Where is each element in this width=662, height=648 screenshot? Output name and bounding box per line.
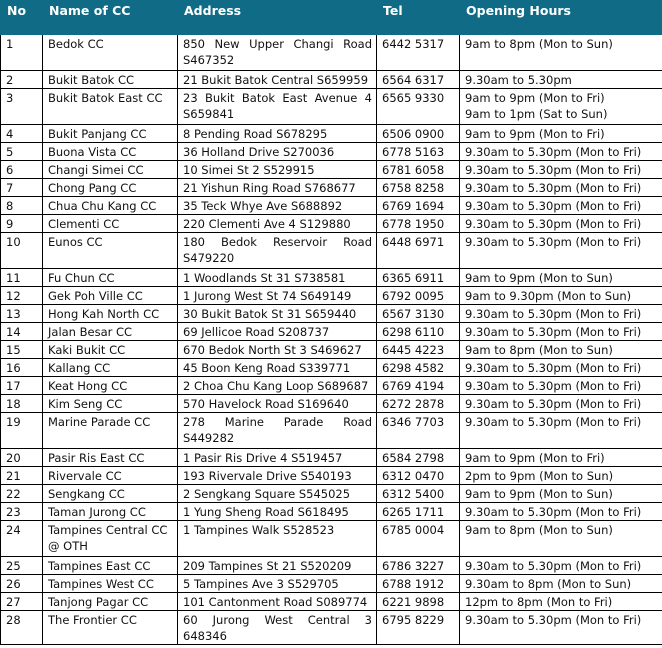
cell-tel: 6778 1950 [377,215,460,233]
cell-name: Buona Vista CC [43,143,178,161]
cell-hours: 9.30am to 5.30pm (Mon to Fri) [460,359,662,377]
table-row [1,233,662,269]
cell-tel: 6298 6110 [377,323,460,341]
cell-address: 21 Bukit Batok Central S659959 [178,71,377,89]
header-name: Name of CC [43,0,178,35]
cell-tel: 6298 4582 [377,359,460,377]
cell-hours: 9.30am to 5.30pm (Mon to Fri) [460,215,662,233]
table-row [1,161,662,179]
cell-name: Clementi CC [43,215,178,233]
table-row [1,503,662,521]
cell-no: 24 [1,521,43,557]
cell-name: Tampines Central CC @ OTH [43,521,178,557]
cell-name: Marine Parade CC [43,413,178,449]
cell-hours: 9.30am to 5.30pm (Mon to Fri) [460,413,662,449]
cell-hours: 9.30am to 8pm (Mon to Sun) [460,575,662,593]
cell-hours: 9.30am to 5.30pm (Mon to Fri) [460,557,662,575]
cell-address: 1 Jurong West St 74 S649149 [178,287,377,305]
cell-no: 5 [1,143,43,161]
cell-name: Eunos CC [43,233,178,269]
cell-no: 18 [1,395,43,413]
cell-tel: 6221 9898 [377,593,460,611]
cell-name: Kallang CC [43,359,178,377]
cell-name: Rivervale CC [43,467,178,485]
cell-hours: 9.30am to 5.30pm (Mon to Fri) [460,179,662,197]
cell-name: Changi Simei CC [43,161,178,179]
cell-address: 209 Tampines St 21 S520209 [178,557,377,575]
cell-address: 69 Jellicoe Road S208737 [178,323,377,341]
cell-name: Hong Kah North CC [43,305,178,323]
table-row [1,215,662,233]
cell-tel: 6365 6911 [377,269,460,287]
cell-tel: 6272 2878 [377,395,460,413]
cell-address: 193 Rivervale Drive S540193 [178,467,377,485]
cell-no: 9 [1,215,43,233]
cell-hours: 9.30am to 5.30pm (Mon to Fri) [460,197,662,215]
table-row [1,143,662,161]
cell-name: Kaki Bukit CC [43,341,178,359]
table-row [1,125,662,143]
cell-no: 3 [1,89,43,125]
cell-address: 21 Yishun Ring Road S768677 [178,179,377,197]
cell-hours: 9.30am to 5.30pm (Mon to Fri) [460,143,662,161]
table-row [1,179,662,197]
cell-hours: 9am to 9pm (Mon to Sun) [460,269,662,287]
table-row [1,287,662,305]
cell-name: Bukit Panjang CC [43,125,178,143]
cell-no: 10 [1,233,43,269]
cell-hours: 9am to 9.30pm (Mon to Sun) [460,287,662,305]
table-row [1,395,662,413]
cell-name: Jalan Besar CC [43,323,178,341]
cell-no: 1 [1,35,43,71]
cell-tel: 6346 7703 [377,413,460,449]
cell-no: 16 [1,359,43,377]
cell-address: 670 Bedok North St 3 S469627 [178,341,377,359]
cell-name: Chua Chu Kang CC [43,197,178,215]
cell-no: 26 [1,575,43,593]
cell-hours: 9am to 8pm (Mon to Sun) [460,521,662,557]
table-row [1,467,662,485]
cell-no: 23 [1,503,43,521]
cell-no: 21 [1,467,43,485]
header-row [1,0,662,35]
table-row [1,359,662,377]
cell-name: Keat Hong CC [43,377,178,395]
cell-no: 2 [1,71,43,89]
cell-address: 8 Pending Road S678295 [178,125,377,143]
table-row [1,269,662,287]
cell-hours: 9.30am to 5.30pm (Mon to Fri) [460,503,662,521]
cell-no: 22 [1,485,43,503]
cell-name: Fu Chun CC [43,269,178,287]
cell-name: Bukit Batok CC [43,71,178,89]
cell-address: 23 Bukit Batok East Avenue 4 S659841 [178,89,377,125]
cell-no: 19 [1,413,43,449]
cell-tel: 6564 6317 [377,71,460,89]
cell-tel: 6445 4223 [377,341,460,359]
cell-hours: 9.30am to 5.30pm (Mon to Fri) [460,611,662,645]
cell-address: 1 Pasir Ris Drive 4 S519457 [178,449,377,467]
cell-address: 5 Tampines Ave 3 S529705 [178,575,377,593]
cell-no: 11 [1,269,43,287]
cell-hours: 9.30am to 5.30pm [460,71,662,89]
cell-tel: 6786 3227 [377,557,460,575]
cell-tel: 6769 4194 [377,377,460,395]
header-address: Address [178,0,377,35]
cell-address: 570 Havelock Road S169640 [178,395,377,413]
table-row [1,35,662,71]
table-row [1,305,662,323]
cell-address: 60 Jurong West Central 3 648346 [178,611,377,645]
table-row [1,323,662,341]
cell-hours: 9am to 8pm (Mon to Sun) [460,35,662,71]
table-row [1,89,662,125]
cell-name: Tanjong Pagar CC [43,593,178,611]
cell-tel: 6312 0470 [377,467,460,485]
cell-tel: 6792 0095 [377,287,460,305]
header-no: No [1,0,43,35]
table-row [1,485,662,503]
cell-address: 1 Tampines Walk S528523 [178,521,377,557]
cell-hours: 9am to 9pm (Mon to Fri) [460,125,662,143]
table-row [1,521,662,557]
cell-hours: 9.30am to 5.30pm (Mon to Fri) [460,377,662,395]
cell-address: 2 Choa Chu Kang Loop S689687 [178,377,377,395]
cell-hours: 9.30am to 5.30pm (Mon to Fri) [460,323,662,341]
cell-no: 14 [1,323,43,341]
cell-no: 28 [1,611,43,645]
cell-no: 8 [1,197,43,215]
cell-name: Bedok CC [43,35,178,71]
cell-no: 27 [1,593,43,611]
table-row [1,197,662,215]
cell-tel: 6265 1711 [377,503,460,521]
cell-no: 13 [1,305,43,323]
cell-tel: 6506 0900 [377,125,460,143]
cell-hours: 9.30am to 5.30pm (Mon to Fri) [460,305,662,323]
table-row [1,593,662,611]
cell-address: 45 Boon Keng Road S339771 [178,359,377,377]
cell-address: 2 Sengkang Square S545025 [178,485,377,503]
cell-tel: 6758 8258 [377,179,460,197]
table-row [1,449,662,467]
cell-address: 10 Simei St 2 S529915 [178,161,377,179]
table-row [1,611,662,645]
cell-no: 15 [1,341,43,359]
cell-tel: 6312 5400 [377,485,460,503]
cell-no: 4 [1,125,43,143]
cell-name: Chong Pang CC [43,179,178,197]
cell-tel: 6785 0004 [377,521,460,557]
cell-tel: 6565 9330 [377,89,460,125]
cell-address: 1 Yung Sheng Road S618495 [178,503,377,521]
cell-name: Gek Poh Ville CC [43,287,178,305]
cell-hours: 9am to 9pm (Mon to Sun) [460,485,662,503]
table-row [1,341,662,359]
cell-tel: 6769 1694 [377,197,460,215]
cell-no: 20 [1,449,43,467]
cell-address: 278 Marine Parade Road S449282 [178,413,377,449]
cell-tel: 6781 6058 [377,161,460,179]
cell-address: 30 Bukit Batok St 31 S659440 [178,305,377,323]
cell-hours: 9am to 9pm (Mon to Fri) 9am to 1pm (Sat to Sun) [460,89,662,125]
table-row [1,71,662,89]
table-row [1,377,662,395]
cell-tel: 6448 6971 [377,233,460,269]
header-tel: Tel [377,0,460,35]
cell-no: 12 [1,287,43,305]
cell-address: 101 Cantonment Road S089774 [178,593,377,611]
table-row [1,575,662,593]
cell-name: Bukit Batok East CC [43,89,178,125]
cell-tel: 6778 5163 [377,143,460,161]
cell-name: Taman Jurong CC [43,503,178,521]
cell-no: 25 [1,557,43,575]
cell-address: 35 Teck Whye Ave S688892 [178,197,377,215]
cell-address: 1 Woodlands St 31 S738581 [178,269,377,287]
header-hours: Opening Hours [460,0,662,35]
cell-address: 36 Holland Drive S270036 [178,143,377,161]
cell-name: Tampines West CC [43,575,178,593]
cell-no: 17 [1,377,43,395]
cell-hours: 9am to 8pm (Mon to Sun) [460,341,662,359]
cell-hours: 9.30am to 5.30pm (Mon to Fri) [460,233,662,269]
cell-name: Kim Seng CC [43,395,178,413]
cell-hours: 9.30am to 5.30pm (Mon to Fri) [460,161,662,179]
cell-name: Pasir Ris East CC [43,449,178,467]
cell-hours: 9.30am to 5.30pm (Mon to Fri) [460,395,662,413]
cell-tel: 6584 2798 [377,449,460,467]
cell-hours: 12pm to 8pm (Mon to Fri) [460,593,662,611]
cell-tel: 6442 5317 [377,35,460,71]
cell-tel: 6795 8229 [377,611,460,645]
cell-tel: 6567 3130 [377,305,460,323]
cell-name: The Frontier CC [43,611,178,645]
table-body [1,35,662,645]
cell-address: 180 Bedok Reservoir Road S479220 [178,233,377,269]
cell-no: 6 [1,161,43,179]
cell-address: 850 New Upper Changi Road S467352 [178,35,377,71]
cell-address: 220 Clementi Ave 4 S129880 [178,215,377,233]
cell-no: 7 [1,179,43,197]
table-row [1,557,662,575]
cell-name: Tampines East CC [43,557,178,575]
table-row [1,413,662,449]
cell-tel: 6788 1912 [377,575,460,593]
cell-name: Sengkang CC [43,485,178,503]
cell-hours: 9am to 9pm (Mon to Fri) [460,449,662,467]
cell-hours: 2pm to 9pm (Mon to Sun) [460,467,662,485]
